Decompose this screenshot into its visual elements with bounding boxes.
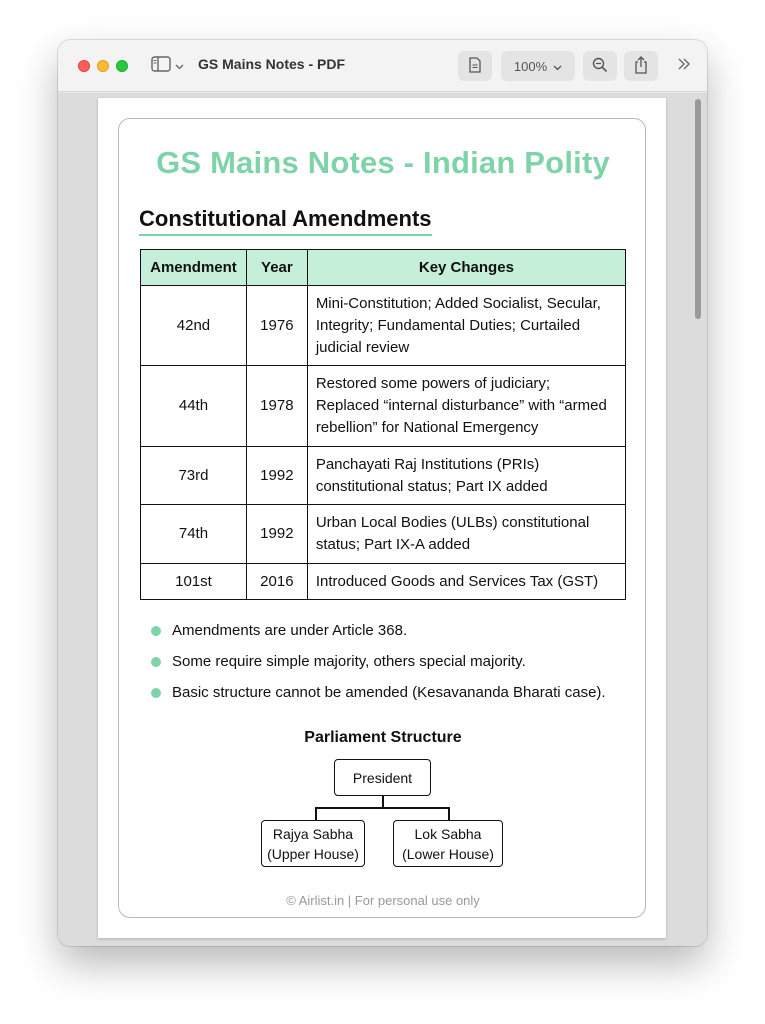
amendments-table bbox=[140, 249, 626, 600]
connector-line bbox=[448, 807, 450, 820]
connector-line bbox=[315, 807, 449, 809]
more-icon bbox=[677, 57, 691, 75]
table-row bbox=[141, 366, 626, 447]
changes-cell: Mini-Constitution; Added Socialist, Secular, Integrity; Fundamental Duties; Curtailed judicial review bbox=[307, 286, 625, 366]
pdf-page bbox=[98, 98, 666, 938]
lok-sabha-label: Lok Sabha bbox=[414, 825, 482, 842]
document-area[interactable] bbox=[58, 93, 707, 946]
list-item bbox=[151, 615, 631, 646]
year-cell: 1978 bbox=[246, 366, 307, 447]
rajya-sabha-box bbox=[261, 820, 365, 867]
bullet-text: Some require simple majority, others special majority. bbox=[172, 653, 526, 670]
table-row bbox=[141, 447, 626, 505]
column-header: Key Changes bbox=[307, 250, 625, 286]
document-title: GS Mains Notes - Indian Polity bbox=[156, 145, 610, 180]
sidebar-icon bbox=[151, 56, 171, 77]
list-item bbox=[151, 677, 631, 708]
changes-cell: Introduced Goods and Services Tax (GST) bbox=[307, 564, 625, 600]
connector-line bbox=[315, 807, 317, 820]
bullet-text: Basic structure cannot be amended (Kesavananda Bharati case). bbox=[172, 684, 606, 701]
notes-bullet-list bbox=[151, 615, 631, 708]
title-bar bbox=[58, 40, 707, 92]
changes-cell: Panchayati Raj Institutions (PRIs) constitutional status; Part IX added bbox=[307, 447, 625, 505]
section-title: Constitutional Amendments bbox=[139, 206, 432, 236]
diagram-title: Parliament Structure bbox=[304, 729, 462, 746]
chevron-down-icon bbox=[553, 59, 562, 74]
table-row bbox=[141, 564, 626, 600]
year-cell: 2016 bbox=[246, 564, 307, 600]
column-header: Amendment bbox=[141, 250, 247, 286]
zoom-window-button[interactable] bbox=[116, 60, 128, 72]
year-cell: 1992 bbox=[246, 447, 307, 505]
president-label: President bbox=[352, 769, 413, 786]
bullet-dot-icon bbox=[151, 626, 161, 636]
bullet-dot-icon bbox=[151, 688, 161, 698]
zoom-level: 100% bbox=[513, 58, 548, 74]
close-window-button[interactable] bbox=[78, 60, 90, 72]
table-header-row bbox=[141, 250, 626, 286]
window-title: GS Mains Notes - PDF bbox=[198, 56, 346, 72]
amendment-cell: 74th bbox=[141, 505, 247, 564]
zoom-out-icon bbox=[592, 57, 608, 76]
scrollbar-thumb[interactable] bbox=[695, 99, 701, 319]
amendment-cell: 73rd bbox=[141, 447, 247, 505]
bullet-text: Amendments are under Article 368. bbox=[172, 622, 408, 639]
pdf-viewer-window bbox=[58, 40, 707, 946]
amendment-cell: 101st bbox=[141, 564, 247, 600]
table-row bbox=[141, 505, 626, 564]
chevron-down-icon bbox=[175, 57, 184, 75]
scrollbar[interactable] bbox=[695, 95, 705, 941]
changes-cell: Urban Local Bodies (ULBs) constitutional status; Part IX-A added bbox=[307, 505, 625, 564]
year-cell: 1976 bbox=[246, 286, 307, 366]
more-button[interactable] bbox=[670, 51, 698, 81]
list-item bbox=[151, 646, 631, 677]
president-box bbox=[334, 759, 431, 796]
amendment-cell: 42nd bbox=[141, 286, 247, 366]
lok-sabha-box bbox=[393, 820, 503, 867]
zoom-select[interactable] bbox=[501, 51, 575, 81]
document-icon bbox=[468, 57, 482, 76]
minimize-window-button[interactable] bbox=[97, 60, 109, 72]
rajya-sabha-label: Rajya Sabha bbox=[272, 825, 354, 842]
column-header: Year bbox=[246, 250, 307, 286]
year-cell: 1992 bbox=[246, 505, 307, 564]
sidebar-toggle-button[interactable] bbox=[151, 55, 187, 77]
footer-note: © Airlist.in | For personal use only bbox=[286, 893, 480, 908]
amendment-cell: 44th bbox=[141, 366, 247, 447]
rajya-sabha-sublabel: (Upper House) bbox=[267, 845, 359, 862]
share-button[interactable] bbox=[624, 51, 658, 81]
bullet-dot-icon bbox=[151, 657, 161, 667]
share-icon bbox=[634, 56, 648, 77]
document-view-button[interactable] bbox=[458, 51, 492, 81]
zoom-out-button[interactable] bbox=[583, 51, 617, 81]
table-row bbox=[141, 286, 626, 366]
changes-cell: Restored some powers of judiciary; Replaced “internal disturbance” with “armed rebellion” for National Emergency bbox=[307, 366, 625, 447]
lok-sabha-sublabel: (Lower House) bbox=[402, 845, 494, 862]
notes-card bbox=[118, 118, 646, 918]
